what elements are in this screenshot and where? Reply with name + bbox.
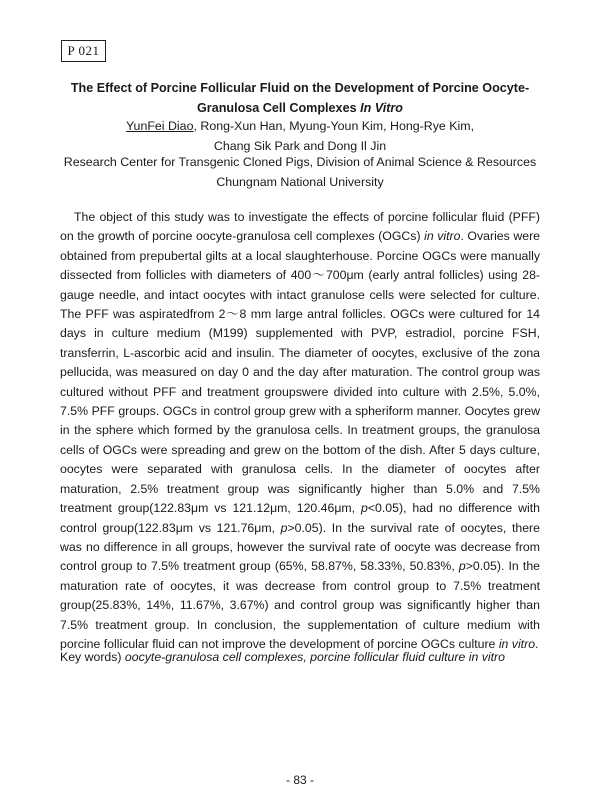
abstract-text-1: The object of this study was to investigate the effects of porcine follicular fluid (PFF) on the growth of porcine oocyte-granulosa cell complexes (OGCs) bbox=[60, 210, 540, 244]
abstract-italic-in-vitro-1: in vitro bbox=[424, 229, 461, 244]
abstract-italic-p-3: p bbox=[458, 559, 466, 574]
author-line-1 bbox=[60, 117, 540, 137]
abstract-italic-p-2: p bbox=[280, 520, 288, 535]
abstract-italic-in-vitro-2: in vitro bbox=[498, 636, 536, 651]
title-main: The Effect of Porcine Follicular Fluid on the Development of Porcine Oocyte-Granulosa Cell Complexes bbox=[70, 81, 530, 115]
keywords-terms: oocyte-granulosa cell complexes, porcine follicular fluid culture in vitro bbox=[124, 650, 505, 664]
page-number: - 83 - bbox=[285, 773, 314, 787]
author-line-2: Chang Sik Park and Dong Il Jin bbox=[213, 138, 387, 153]
abstract-text-5: >0.05). In the maturation rate of oocytes, it was decrease from control group to 7.5% treatment group(25.83%, 14%, 11.67%, 3.67%) and control group was significantly higher than 7.5% treatment group. In conclusion, the supplementation of culture medium with porcine follicular fluid can not improve the development of porcine OGCs culture bbox=[60, 559, 540, 651]
keywords-label: Key words) bbox=[60, 650, 125, 664]
coauthors-line-1: , Rong-Xun Han, Myung-Youn Kim, Hong-Rye Kim, bbox=[193, 119, 475, 133]
abstract-text-2: . Ovaries were obtained from prepubertal gilts at a local slaughterhouse. Porcine OGCs were manually dissected from follicles with diameters of 400～700μm (early antral follicles) using 28-gauge needle, and intact oocytes with intact granulose cells were selected for culture. The PFF was aspiratedfrom 2～8 mm large antral follicles. OGCs were cultured for 14 days in culture medium (M199) supplemented with PVP, estradiol, porcine FSH, transferrin, L-ascorbic acid and insulin. The diameter of oocytes, exclusive of the zona pellucida, was measured on day 0 and the day after maturation. The control group was cultured without PFF and treatment groupswere divided into culture with 2.5%, 5.0%, 7.5% PFF groups. OGCs in control group grew with a spheriform manner. Oocytes grew in the sphere which formed by the granulosa cells. In treatment groups, the granulosa cells of OGCs were spreading and grew on the bottom of the dish. After 5 days culture, oocytes were separated with granulosa cells. In the diameter of oocytes after maturation, 2.5% treatment group was significantly higher than 5.0% and 7.5% treatment group(122.83μm vs 121.12μm, 120.46μm, bbox=[60, 229, 540, 516]
abstract-body bbox=[60, 208, 540, 654]
affiliation bbox=[60, 153, 540, 192]
keywords bbox=[60, 648, 540, 667]
affiliation-line-1: Research Center for Transgenic Cloned Pigs, Division of Animal Science & Resources bbox=[63, 155, 537, 169]
author-list bbox=[60, 117, 540, 156]
paper-title bbox=[60, 78, 540, 118]
abstract-text-end: . bbox=[535, 636, 539, 651]
abstract-number-badge: P 021 bbox=[61, 40, 106, 62]
abstract-text-4: >0.05). In the survival rate of oocytes, there was no difference in all groups, however the survival rate of oocyte was decrease from control group to 7.5% treatment group (65%, 58.87%, 58.33%, 50.83%, bbox=[60, 520, 540, 574]
affiliation-line-2: Chungnam National University bbox=[216, 174, 384, 189]
abstract-text-3: <0.05), had no difference with control group(122.83μm vs 121.76μm, bbox=[60, 501, 540, 535]
first-author: YunFei Diao bbox=[125, 119, 194, 133]
title-italic: In Vitro bbox=[360, 101, 403, 115]
abstract-italic-p-1: p bbox=[361, 501, 368, 516]
